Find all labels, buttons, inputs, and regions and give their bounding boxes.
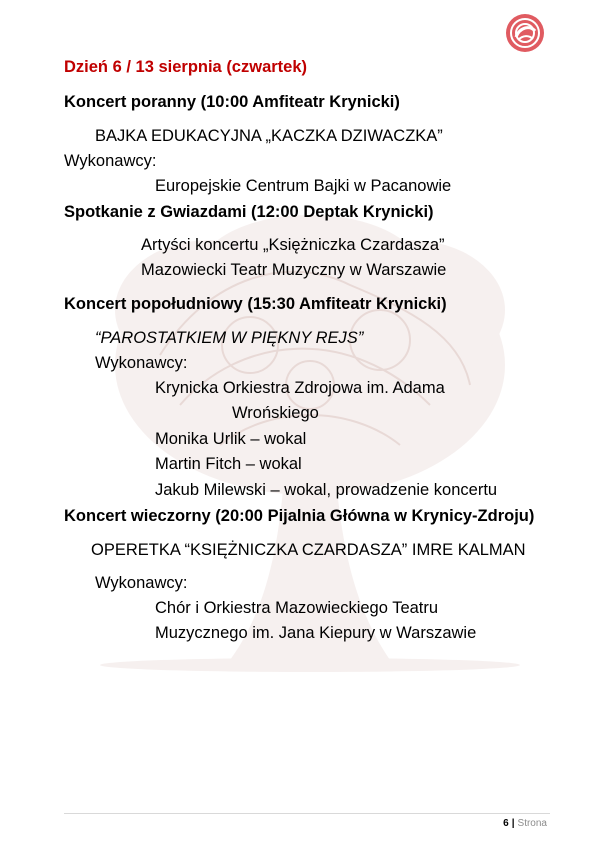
performer-line: Chór i Orkiestra Mazowieckiego Teatru (155, 599, 439, 617)
performer-line: Wrońskiego (232, 404, 319, 422)
page-label: Strona (517, 818, 547, 829)
performer-line: Jakub Milewski – wokal, prowadzenie koncertu (155, 481, 498, 499)
day-title: Dzień 6 / 13 sierpnia (czwartek) (64, 58, 308, 76)
performer-line: Monika Urlik – wokal (155, 430, 307, 448)
event-title-morning: Koncert poranny (10:00 Amfiteatr Krynicki) (64, 93, 400, 111)
festival-logo-icon (505, 13, 545, 53)
event-title-afternoon: Koncert popołudniowy (15:30 Amfiteatr Krynicki) (64, 295, 447, 313)
event-program-evening: OPERETKA “KSIĘŻNICZKA CZARDASZA” IMRE KALMAN (91, 541, 526, 559)
performer-line: Krynicka Orkiestra Zdrojowa im. Adama (155, 379, 445, 397)
performer-line: Muzycznego im. Jana Kiepury w Warszawie (155, 624, 477, 642)
page-footer (503, 817, 547, 831)
footer-divider (64, 813, 550, 814)
performers-label: Wykonawcy: (95, 354, 188, 372)
event-title-meeting: Spotkanie z Gwiazdami (12:00 Deptak Krynicki) (64, 203, 434, 221)
performer-line: Artyści koncertu „Księżniczka Czardasza” (141, 236, 445, 254)
performer-line: Europejskie Centrum Bajki w Pacanowie (155, 177, 452, 195)
event-program-afternoon: “PAROSTATKIEM W PIĘKNY REJS” (95, 329, 364, 347)
performers-label: Wykonawcy: (64, 152, 157, 170)
event-program-morning: BAJKA EDUKACYJNA „KACZKA DZIWACZKA” (95, 127, 443, 145)
page-number: 6 (503, 818, 509, 829)
performer-line: Martin Fitch – wokal (155, 455, 302, 473)
event-title-evening: Koncert wieczorny (20:00 Pijalnia Główna w Krynicy-Zdroju) (64, 507, 535, 525)
performers-label: Wykonawcy: (95, 574, 188, 592)
footer-separator: | (511, 818, 515, 829)
performer-line: Mazowiecki Teatr Muzyczny w Warszawie (141, 261, 447, 279)
